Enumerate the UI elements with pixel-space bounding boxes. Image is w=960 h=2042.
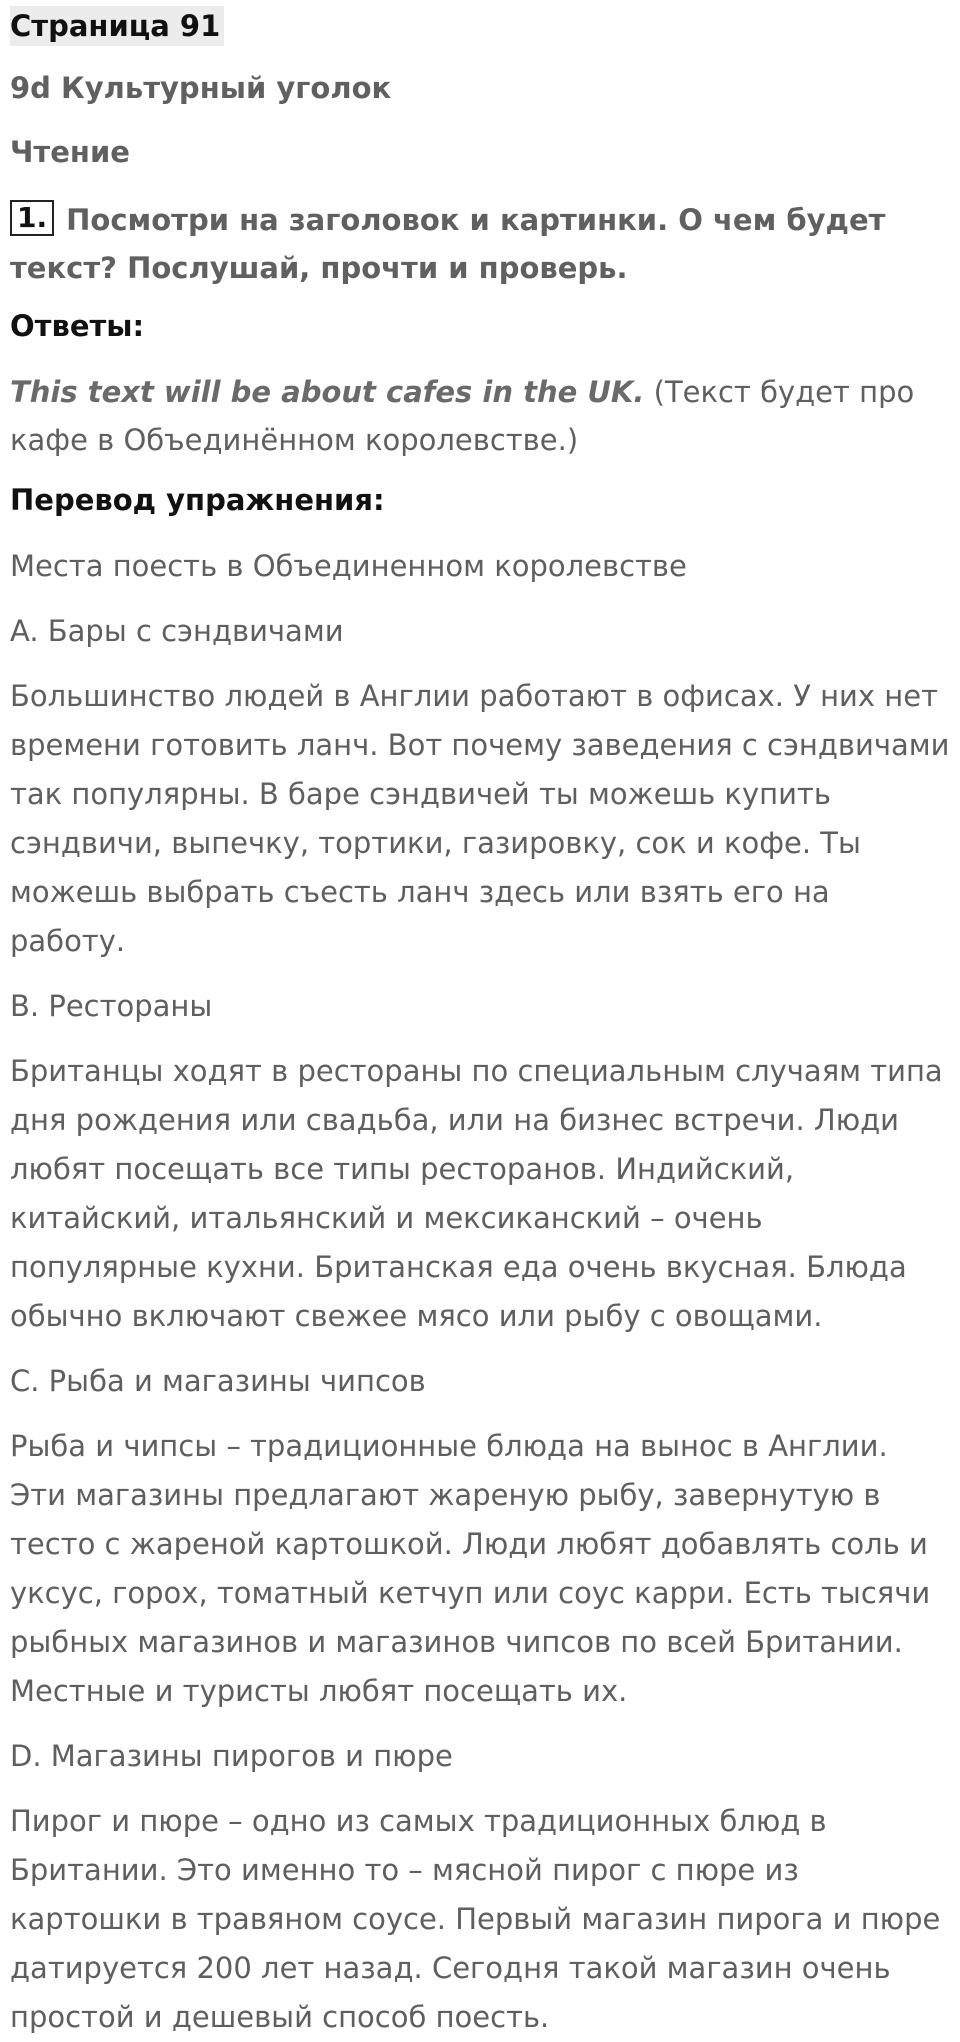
- section-c-heading: C. Рыба и магазины чипсов: [10, 1364, 426, 1398]
- section-a-heading: A. Бары с сэндвичами: [10, 614, 344, 648]
- section-a-text: Большинство людей в Англии работают в офисах. У них нет времени готовить ланч. Вот почему заведения с сэндвичами так популярны. В баре сэндвичей ты можешь купить сэндвичи, выпечку, тортики, газировку, сок и кофе. Ты можешь выбрать съесть ланч здесь или взять его на работу.: [10, 679, 950, 958]
- task-text: Посмотри на заголовок и картинки. О чем будет текст? Послушай, прочти и проверь.: [10, 203, 886, 285]
- answer-paragraph: [10, 368, 950, 464]
- task-instruction: [10, 196, 950, 292]
- section-d-text: Пирог и пюре – одно из самых традиционных блюд в Британии. Это именно то – мясной пирог с пюре из картошки в травяном соусе. Первый магазин пирога и пюре датируется 200 лет назад. Сегодня такой магазин очень простой и дешевый способ поесть.: [10, 1804, 941, 2034]
- section-b-text: Британцы ходят в рестораны по специальным случаям типа дня рождения или свадьба, или на бизнес встречи. Люди любят посещать все типы ресторанов. Индийский, китайский, итальянский и мексиканский – очень популярные кухни. Британская еда очень вкусная. Блюда обычно включают свежее мясо или рыбу с овощами.: [10, 1054, 943, 1333]
- translation-label: Перевод упражнения:: [10, 483, 385, 517]
- subsection-title: Чтение: [10, 135, 130, 169]
- answers-label: Ответы:: [10, 309, 145, 343]
- answer-translation: (Текст будет про кафе в Объединённом королевстве.): [10, 375, 915, 457]
- section-title: 9d Культурный уголок: [10, 71, 392, 105]
- task-number-box: 1.: [10, 200, 54, 236]
- page-number-label: Страница 91: [10, 6, 224, 46]
- answer-english: This text will be about cafes in the UK.: [10, 375, 645, 409]
- section-d-heading: D. Магазины пирогов и пюре: [10, 1739, 453, 1773]
- section-b-heading: B. Рестораны: [10, 989, 213, 1023]
- translation-title: Места поесть в Объединенном королевстве: [10, 549, 687, 583]
- section-c-text: Рыба и чипсы – традиционные блюда на вынос в Англии. Эти магазины предлагают жареную рыбу, завернутую в тесто с жареной картошкой. Люди любят добавлять соль и уксус, горох, томатный кетчуп или соус карри. Есть тысячи рыбных магазинов и магазинов чипсов по всей Британии. Местные и туристы любят посещать их.: [10, 1429, 931, 1708]
